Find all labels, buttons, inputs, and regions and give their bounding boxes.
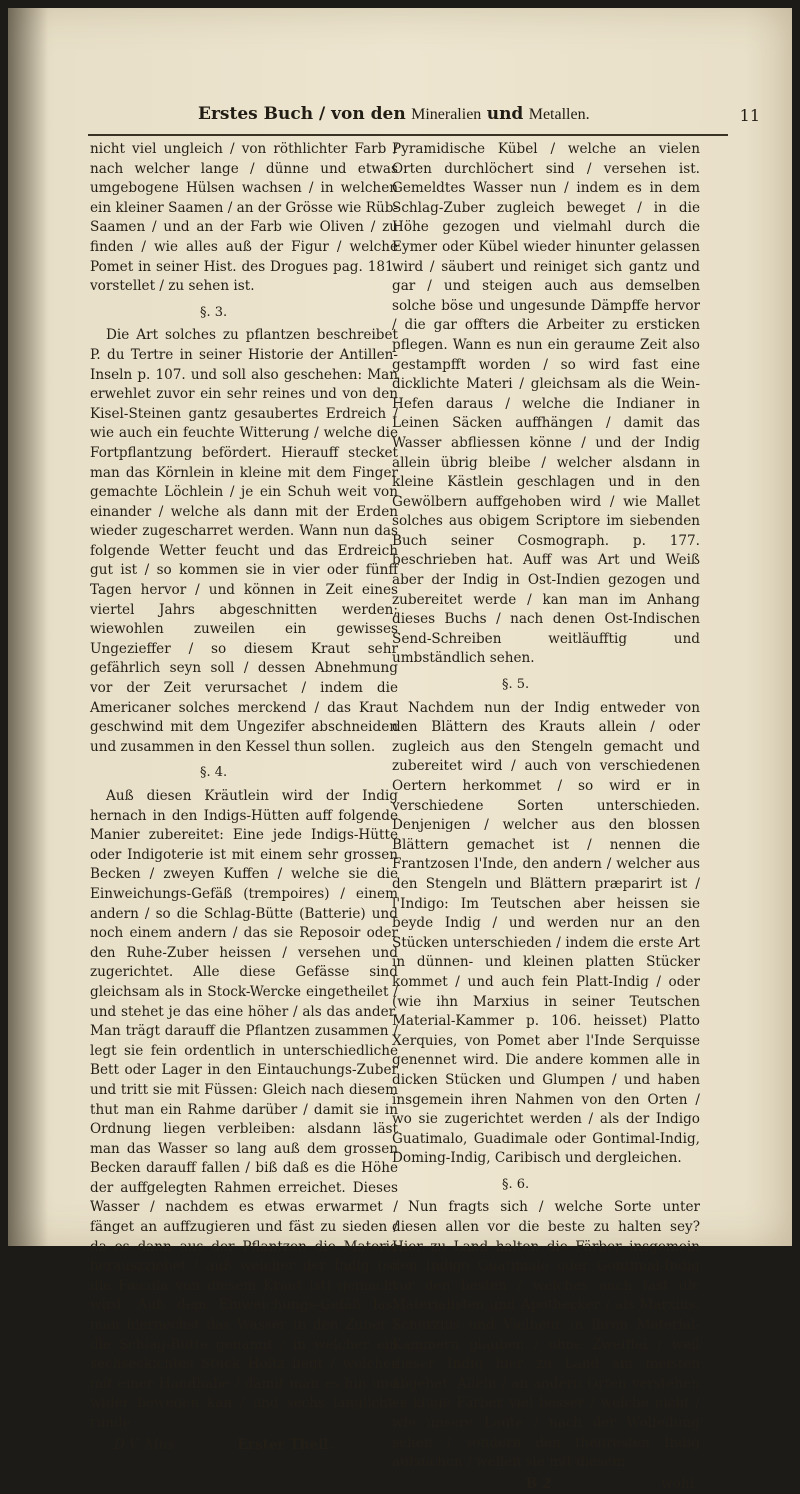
page-number: 11	[739, 106, 760, 125]
right-paragraph-2: Nachdem nun der Indig entweder von den Blättern des Krauts allein / oder zugleich aus den Stengeln gemacht und zubereitet wird / auch von verschiedenen Oertern herkommet / so wird er in verschiedene Sorten unterschieden. Denjenigen / welcher aus den blossen Blättern gemachet ist / nennen die Frantzosen l'Inde, den andern / welcher aus den Stengeln und Blättern præparirt ist / l'Indigo: Im Teutschen aber heissen sie beyde Indig / und werden nur an den Stücken unterschieden / indem die erste Art in dünnen- und kleinen platten Stücker kommet / und auch fein Platt-Indig / oder (wie ihn Marxius in seiner Teutschen Material-Kammer p. 106. heisset) Platto Xerquies, von Pomet aber l'Inde Serquisse genennet wird. Die andere kommen alle in dicken Stücken und Glumpen / und haben insgemein ihren Nahmen von den Orten / wo sie zugerichtet werden / als der Indigo Guatimalo, Guadimale oder Gontimal-Indig, Doming-Indig, Caribisch und dergleichen.	[392, 699, 700, 1167]
right-paragraph-3: Nun fragts sich / welche Sorte unter diesen allen vor die beste zu halten sey? Hier zu Land halten die Färber insgemein den Indigo Guatimalo oder Gontimal-Indig vor den besten / welches auch fast die Materialisten und Apothecker / als Marxius, Schurzius und Vielheur in ihren Material-Kammern glauben / ohne Zweiffel / weil dieser Indig hier zu Land am meisten abgehet. Allein / an andern Orten verstehen es kluge Färber viel besser / welche nicht / wie unsere Leute / nach der Wolfeilung sehen / sondern den theuresten Indig aufsuchen / weilen sie mit diesem	[392, 1199, 700, 1471]
right-column	[392, 140, 700, 1494]
section-heading-4: §. 4.	[200, 765, 228, 781]
left-paragraph-1: nicht viel ungleich / von röthlichter Farb / nach welcher lange / dünne und etwas umgebogene Hülsen wachsen / in welchen ein kleiner Saamen / an der Grösse wie Rüb-Saamen / und an der Farb wie Oliven / zu finden / wie alles auß der Figur / welche Pomet in seiner Hist. des Drogues pag. 181. vorstellet / zu sehen ist.	[90, 141, 398, 295]
right-paragraph-1: Pyramidische Kübel / welche an vielen Orten durchlöchert sind / versehen ist. Gemeldtes Wasser nun / indem es in dem Schlag-Zuber zugleich beweget / in die Höhe gezogen und vielmahl durch die Eymer oder Kübel wieder hinunter gelassen wird / säubert und reiniget sich gantz und gar / und steigen auch aus demselben solche böse und ungesunde Dämpffe hervor / die gar offters die Arbeiter zu ersticken pflegen. Wann es nun ein geraume Zeit also gestampfft worden / so wird fast eine dicklichte Materi / gleichsam als die Wein-Hefen daraus / welche die Indianer in Leinen Säcken auffhängen / damit das Wasser abfliessen könne / und der Indig allein übrig bleibe / welcher alsdann in kleine Kästlein geschlagen und in den Gewölbern auffgehoben wird / wie Mallet solches aus obigem Scriptore im siebenden Buch seiner Cosmograph. p. 177. beschrieben hat. Auff was Art und Weiß aber der Indig in Ost-Indien gezogen und zubereitet werde / kan man im Anhang dieses Buchs / nach denen Ost-Indischen Send-Schreiben weitläufftig und umbständlich sehen.	[392, 141, 700, 667]
left-footer-line	[90, 1436, 398, 1456]
catchword: wohl	[661, 1475, 694, 1492]
section-heading-5: §. 5.	[502, 677, 530, 693]
header-rule	[88, 134, 728, 136]
left-paragraph-3: Auß diesen Kräutlein wird der Indig hernach in den Indigs-Hütten auff folgende Manier zubereitet: Eine jede Indigs-Hütte oder Indigoterie ist mit einem sehr grossen Becken / zweyen Kuffen / welche sie die Einweichungs-Gefäß (trempoires) / einem andern / so die Schlag-Bütte (Batterie) und noch einem andern / das sie Reposoir oder den Ruhe-Zuber heissen / versehen und zugerichtet. Alle diese Gefässe sind gleichsam als in Stock-Wercke eingetheilet / und stehet je das eine höher / als das ander. Man trägt darauff die Pflantzen zusammen / legt sie fein ordentlich in unterschiedliche Bett oder Lager in den Eintauchungs-Zuber und tritt sie mit Füssen: Gleich nach diesem thut man ein Rahme darüber / damit sie in Ordnung liegen verbleiben: alsdann läst man das Wasser so lang auß dem grossen Becken darauff fallen / biß daß es die Höhe der auffgelegten Rahmen erreichet. Dieses Wasser / nachdem es etwas erwarmet / fänget an auffzugieren und fäst zu sieden / da es dann aus der Pflantzen die Materie herauszziehet / auß welcher der Indig (so die Fæcula von diesem Kraut ist) gemacht wird. Auß dem Einweichungs-Gefäß last man hiernechst das Wasser in den Zuber / die Schlag-Bütte genannt / in welcher ein sechseckichtes Stück Holtz liegt / welches mit einer Handhabe / damit man es hin und wider bewegen kan / und sechs länglicht-runde	[90, 788, 398, 1431]
catchword: Erster Theil.	[237, 1436, 334, 1453]
running-title-part4: Metallen.	[528, 106, 590, 123]
signature-mark: B 2	[525, 1475, 552, 1492]
running-title-part3: und	[486, 104, 524, 124]
left-column	[90, 140, 398, 1455]
book-page	[8, 8, 792, 1492]
running-header	[198, 104, 668, 132]
running-title-part1: Erstes Buch / von den	[198, 104, 406, 124]
gutter-shadow	[8, 8, 48, 1246]
signature-mark: D.V. Mus.	[114, 1436, 179, 1453]
section-heading-3: §. 3.	[200, 304, 228, 320]
footer-spacer	[392, 1475, 416, 1494]
left-paragraph-2: Die Art solches zu pflantzen beschreibet P. du Tertre in seiner Historie der Antillen-Inseln p. 107. und soll also geschehen: Man erwehlet zuvor ein sehr reines und von den Kisel-Steinen gantz gesaubertes Erdreich / wie auch ein feuchte Witterung / welche die Fortpflantzung befördert. Hierauff stecket man das Körnlein in kleine mit dem Finger gemachte Löchlein / je ein Schuh weit von einander / welche als dann mit der Erden wieder zugescharret werden. Wann nun das folgende Wetter feucht und das Erdreich gut ist / so kommen sie in vier oder fünff Tagen hervor / und können in Zeit eines viertel Jahrs abgeschnitten werden; wiewohlen zuweilen ein gewisses Ungezieffer / so diesem Kraut sehr gefährlich seyn soll / dessen Abnehmung vor der Zeit verursachet / indem die Americaner solches merckend / das Kraut geschwind mit dem Ungezifer abschneiden und zusammen in den Kessel thun sollen.	[90, 327, 398, 755]
right-footer-line	[392, 1475, 700, 1494]
section-heading-6: §. 6.	[502, 1176, 530, 1192]
running-title-part2: Mineralien	[411, 106, 482, 123]
